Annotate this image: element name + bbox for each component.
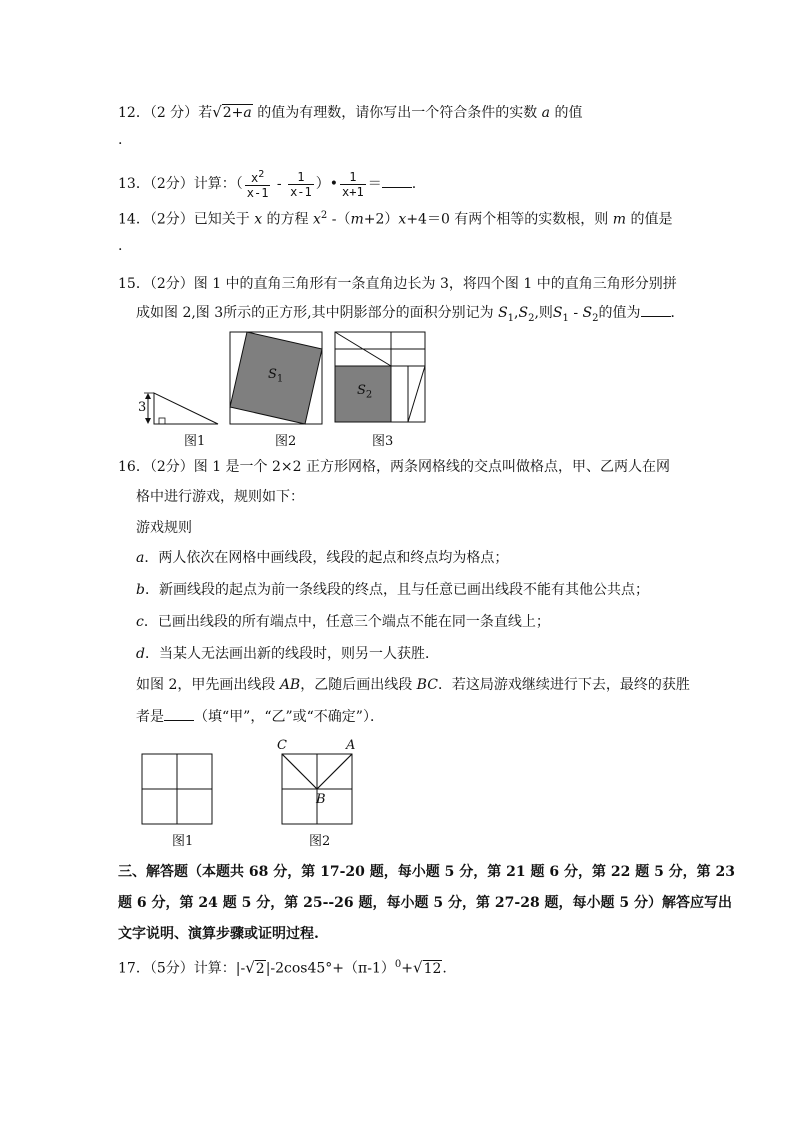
fig1-caption: 图1 — [172, 834, 194, 849]
sqrt-arg: 2+ — [222, 105, 244, 121]
point-a-label: A — [346, 738, 356, 753]
answer-blank — [641, 302, 671, 317]
question-score: （2 分） — [149, 105, 199, 121]
rule-letter: b — [136, 582, 145, 598]
fig2-caption: 图2 — [275, 434, 297, 449]
question-16-line3 — [136, 675, 690, 695]
subscript: 1 — [507, 312, 515, 324]
question-number: 12． — [118, 105, 150, 121]
question-text: 的值为有理数，请你写出一个符合条件的实数 — [252, 105, 542, 121]
fraction-num: 1 — [288, 170, 314, 185]
fig1-side-label: 3 — [138, 400, 147, 415]
question-text: 计算：|- — [193, 960, 246, 977]
sqrt-expression — [222, 104, 253, 121]
fraction-3 — [340, 170, 366, 199]
question-13 — [118, 168, 416, 200]
variable-a: a — [243, 105, 252, 121]
period: . — [411, 176, 417, 192]
fig2-s1-label — [268, 367, 283, 385]
rule-text: ．两人依次在网格中画线段，线段的起点和终点均为格点； — [144, 550, 509, 566]
section-heading-line3: 文字说明、演算步骤或证明过程. — [118, 926, 319, 942]
question-text: -（ — [327, 211, 351, 228]
variable-m: m — [612, 211, 627, 228]
rule-letter: a — [136, 550, 145, 566]
question-score: （2分） — [149, 276, 194, 292]
question-score: （2分） — [149, 459, 194, 475]
fig3-caption: 图3 — [372, 434, 394, 449]
radical-sign: √ — [212, 103, 222, 121]
question-number: 16． — [118, 459, 150, 475]
operator: - — [272, 176, 287, 192]
fig1-grid — [142, 754, 212, 824]
rule-b — [136, 580, 649, 600]
question-text: 的方程 — [262, 211, 314, 228]
q16-figures — [140, 752, 360, 832]
question-text: 成如图 2,图 3所示的正方形,其中阴影部分的面积分别记为 — [136, 305, 499, 321]
fig3-s2-label — [357, 383, 372, 401]
variable-s: S — [498, 305, 508, 321]
question-score: （2分） — [149, 211, 194, 228]
rule-letter: d — [136, 646, 145, 662]
fraction-den: x-1 — [290, 184, 312, 199]
variable-s: S — [518, 305, 529, 321]
rule-a — [136, 548, 508, 568]
question-text: 图 1 是一个 2×2 正方形网格，两条网格线的交点叫做格点，甲、乙两人在网 — [193, 459, 671, 475]
question-text: ,则 — [534, 305, 553, 321]
operator: ）• — [315, 176, 339, 192]
operator: + — [401, 960, 413, 977]
question-number: 13． — [118, 176, 150, 192]
subscript: 1 — [562, 312, 569, 324]
question-number: 14． — [118, 211, 150, 228]
question-text: 图 1 中的直角三角形有一条直角边长为 3，将四个图 1 中的直角三角形分别拼 — [193, 276, 677, 292]
fig2-caption: 图2 — [309, 834, 331, 849]
variable-s: S — [552, 305, 563, 321]
fraction-den: x-1 — [246, 186, 269, 200]
point-c-label: C — [277, 738, 287, 753]
fig1-caption: 图1 — [184, 434, 206, 449]
question-text: （填“甲”，“乙”或“不确定”）． — [194, 709, 384, 725]
question-text: 若 — [198, 105, 213, 121]
variable-x: x — [398, 211, 407, 228]
question-text: +4＝0 有两个相等的实数根，则 — [406, 211, 613, 228]
rule-c — [136, 612, 550, 632]
rule-letter: c — [136, 614, 144, 630]
question-text: 的值 — [550, 105, 583, 121]
exponent: 2 — [258, 169, 265, 180]
operator: - — [568, 305, 583, 321]
question-12 — [118, 102, 582, 123]
question-text: +2） — [363, 211, 399, 228]
question-text: 已知关于 — [193, 211, 255, 228]
segment-ab: AB — [279, 677, 301, 693]
variable-m: m — [350, 211, 364, 228]
section-heading-line2: 题 6 分，第 24 题 5 分，第 25--26 题，每小题 5 分，第 27-28 题，每小题 5 分）解答应写出 — [118, 895, 733, 911]
operator: ＝ — [367, 176, 382, 192]
question-text: 如图 2，甲先画出线段 — [136, 677, 280, 693]
variable-s: S — [582, 305, 593, 321]
radical-sign: √ — [245, 958, 255, 977]
fraction-1 — [245, 168, 271, 200]
question-text: 者是 — [136, 709, 164, 725]
rule-d — [136, 644, 439, 664]
radical-sign: √ — [413, 958, 423, 977]
rule-text: ．已画出线段的所有端点中，任意三个端点不能在同一条直线上； — [143, 614, 550, 630]
exponent: 0 — [394, 959, 402, 970]
question-text: 的值是 — [626, 211, 673, 228]
sqrt-arg: 2 — [255, 960, 265, 977]
fraction-den: x+1 — [342, 184, 364, 199]
question-text: 格中进行游戏，规则如下： — [136, 489, 304, 505]
subscript: 1 — [276, 373, 284, 385]
subscript: 2 — [528, 312, 535, 324]
fig3-square — [335, 332, 425, 422]
section-heading: 三、解答题（本题共 68 分，第 17-20 题，每小题 5 分，第 21 题 6 分，第 22 题 5 分，第 23 — [118, 864, 736, 880]
subscript: 2 — [592, 312, 599, 324]
question-text: 计算：（ — [193, 176, 243, 192]
variable-x: x — [254, 211, 263, 228]
rule-text: ．当某人无法画出新的线段时，则另一人获胜． — [144, 646, 439, 662]
question-text: |-2cos45°+（π-1） — [265, 960, 395, 977]
answer-blank-period: . — [118, 238, 123, 254]
question-score: （2分） — [149, 176, 194, 192]
subscript: 2 — [365, 389, 373, 401]
question-number: 17． — [118, 960, 150, 977]
variable-s: S — [357, 383, 366, 398]
question-14 — [118, 206, 673, 230]
rule-text: ．新画线段的起点为前一条线段的终点，且与任意已画出线段不能有其他公共点； — [144, 582, 649, 598]
sqrt-arg: 12 — [423, 960, 442, 977]
period: ． — [670, 305, 685, 321]
question-15-line2 — [136, 302, 685, 329]
answer-blank-period: . — [118, 132, 123, 148]
question-16 — [118, 457, 670, 477]
question-15 — [118, 274, 677, 294]
fraction-num: x — [250, 171, 259, 185]
point-b-label: B — [316, 792, 326, 807]
variable-x: x — [313, 211, 321, 228]
question-number: 15． — [118, 276, 150, 292]
question-text: ，乙随后画出线段 — [300, 677, 417, 693]
variable-a: a — [541, 105, 551, 121]
question-score: （5分） — [149, 960, 194, 977]
question-text: ．若这局游戏继续进行下去，最终的获胜 — [437, 677, 690, 693]
fig1-triangle — [144, 393, 218, 424]
period: . — [442, 960, 447, 977]
question-16-line4 — [136, 706, 384, 727]
exponent: 2 — [320, 210, 328, 221]
question-text: 的值为 — [598, 305, 641, 321]
fig2-grid — [282, 754, 352, 824]
fraction-2 — [288, 170, 314, 199]
answer-blank — [382, 173, 412, 188]
answer-blank — [164, 706, 194, 721]
question-17 — [118, 955, 447, 979]
q15-figures — [140, 330, 440, 430]
rules-title: 游戏规则 — [136, 520, 192, 536]
comma: , — [514, 305, 519, 321]
variable-s: S — [268, 367, 277, 382]
fraction-num: 1 — [340, 170, 366, 185]
segment-bc: BC — [416, 677, 438, 693]
